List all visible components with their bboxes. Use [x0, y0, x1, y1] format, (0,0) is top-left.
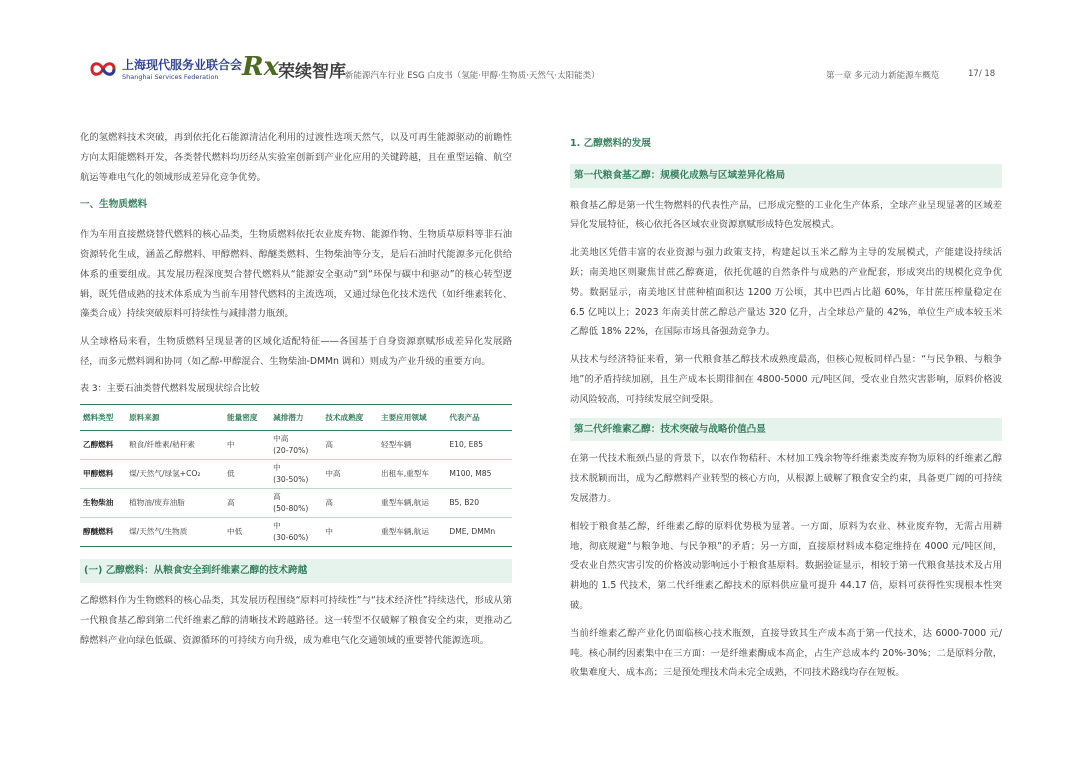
table-header-cell: 技术成熟度 [322, 404, 378, 431]
table-cell: E10, E85 [446, 431, 512, 460]
table-header-cell: 代表产品 [446, 404, 512, 431]
paragraph: 乙醇燃料作为生物燃料的核心品类，其发展历程围绕“原料可持续性”与“技术经济性”持续迭代，形成从第一代粮食基乙醇到第二代纤维素乙醇的清晰技术跨越路径。这一转型不仅破解了粮食安全约束，更推动乙醇燃料产业向绿色低碳、资源循环的可持续方向升级，成为难电气化交通领域的重要替代能源选项。 [80, 595, 512, 646]
table-cell: 煤/天然气/绿氢+CO₂ [126, 460, 224, 489]
table-cell: 醇醚燃料 [80, 518, 126, 547]
page-header [88, 52, 1000, 92]
paragraph: 在第一代技术瓶颈凸显的背景下，以农作物秸秆、木材加工残余物等纤维素类废弃物为原料的纤维素乙醇技术脱颖而出，成为乙醇燃料产业转型的核心方向，从根源上破解了粮食安全约束，具备更广阔的可持续发展潜力。 [570, 453, 1002, 504]
table-cell: 乙醇燃料 [80, 431, 126, 460]
table-cell: 中低 [224, 518, 270, 547]
table-cell: 甲醇燃料 [80, 460, 126, 489]
table-cell: 重型车辆,航运 [378, 489, 446, 518]
table-cell: DME, DMMn [446, 518, 512, 547]
table-cell: 中高 [322, 460, 378, 489]
table-header-cell: 原料来源 [126, 404, 224, 431]
table-cell: 中 (30-60%) [270, 518, 322, 547]
ssf-logo-icon [88, 58, 118, 80]
paragraph: 从技术与经济特征来看，第一代粮食基乙醇技术成熟度最高，但核心短板同样凸显：“与民争粮、与粮争地”的矛盾持续加剧，且生产成本长期徘徊在 4800-5000 元/吨区间，受农业自然灾害影响，原料价格波动风险较高，可持续发展空间受限。 [570, 354, 1002, 405]
right-column [570, 128, 1002, 691]
table-header-cell: 主要应用领域 [378, 404, 446, 431]
paragraph: 相较于粮食基乙醇，纤维素乙醇的原料优势极为显著。一方面，原料为农业、林业废弃物，无需占用耕地，彻底规避“与粮争地、与民争粮”的矛盾；另一方面，直接原材料成本稳定维持在 4000 元/吨区间，受农业自然灾害引发的价格波动影响远小于粮食基原料。数据验证显示，相较于第一代粮食基技术及占用耕地的 1.5 代技术，第二代纤维素乙醇技术的原料供应量可提升 44.17 倍，原料可获得性实现根本性突破。 [570, 520, 1002, 611]
table-cell: 中 (30-50%) [270, 460, 322, 489]
table-header-cell: 减排潜力 [270, 404, 322, 431]
section-heading: 1. 乙醇燃料的发展 [570, 138, 651, 149]
table-header-cell: 燃料类型 [80, 404, 126, 431]
rx-mark: Rx [242, 52, 280, 82]
table-cell: M100, M85 [446, 460, 512, 489]
paragraph: 化的氢燃料技术突破，再到依托化石能源清洁化利用的过渡性选项天然气，以及可再生能源驱动的前瞻性方向太阳能燃料开发，各类替代燃料均历经从实验室创新到产业化应用的关键跨越，且在重型运输、航空航运等难电气化的领域形成差异化竞争优势。 [80, 132, 512, 183]
table-cell: 高 [322, 489, 378, 518]
table-header-row [80, 404, 512, 431]
subsection-heading: (一) 乙醇燃料：从粮食安全到纤维素乙醇的技术跨越 [80, 559, 512, 583]
table-row [80, 460, 512, 489]
table-row [80, 489, 512, 518]
page-number: 17/ 18 [968, 69, 996, 79]
table-cell: 粮食/纤维素/秸秆素 [126, 431, 224, 460]
subsection-heading: 第二代纤维素乙醇：技术突破与战略价值凸显 [570, 418, 1002, 442]
table-cell: 高 [224, 489, 270, 518]
org1-name-en: Shanghai Services Federation [122, 73, 219, 81]
paragraph: 当前纤维素乙醇产业化仍面临核心技术瓶颈，直接导致其生产成本高于第一代技术，达 6000-7000 元/吨。核心制约因素集中在三方面：一是纤维素酶成本高企，占生产总成本约 20%-30%；二是原料分散，收集难度大、成本高；三是预处理技术尚未完全成熟，不同技术路线均存在短板。 [570, 627, 1002, 679]
table-cell: 生物柴油 [80, 489, 126, 518]
table-header-cell: 能量密度 [224, 404, 270, 431]
table-cell: B5, B20 [446, 489, 512, 518]
doc-title: 新能源汽车行业 ESG 白皮书（氢能·甲醇·生物质·天然气·太阳能类） [345, 71, 600, 81]
table-row [80, 431, 512, 460]
table-cell: 植物油/废弃油脂 [126, 489, 224, 518]
paragraph: 粮食基乙醇是第一代生物燃料的代表性产品，已形成完整的工业化生产体系，全球产业呈现显著的区域差异化发展特征，核心依托各区域农业资源禀赋形成特色发展模式。 [570, 199, 1002, 231]
left-column [80, 128, 512, 659]
paragraph: 北美地区凭借丰富的农业资源与强力政策支持，构建起以玉米乙醇为主导的发展模式，产能建设持续活跃；南美地区则聚焦甘蔗乙醇赛道，依托优越的自然条件与成熟的产业配套，形成突出的规模化竞争优势。数据显示，南美地区甘蔗种植面积达 1200 万公顷，其中巴西占比超 60%，年甘蔗压榨量稳定在 6.5 亿吨以上；2023 年南美甘蔗乙醇总产量达 320 亿升，占全球总产量的 42%，单位生产成本较玉米乙醇低 18% 22%，在国际市场具备强劲竞争力。 [570, 247, 1002, 338]
org1-name: 上海现代服务业联合会 [122, 58, 243, 72]
rx-logo [242, 52, 352, 88]
comparison-table [80, 404, 512, 548]
table-body [80, 431, 512, 547]
table-caption: 表 3：主要石油类替代燃料发展现状综合比较 [80, 383, 260, 394]
table-row [80, 518, 512, 547]
org2-name: 荣续智库 [278, 62, 346, 82]
table-cell: 中 [224, 431, 270, 460]
paragraph: 从全球格局来看，生物质燃料呈现显著的区域化适配特征——各国基于自身资源禀赋形成差异化发展路径，而多元燃料调和协同（如乙醇-甲醇混合、生物柴油-DMMn 调和）则成为产业升级的重要方向。 [80, 336, 512, 367]
table-cell: 低 [224, 460, 270, 489]
table-cell: 煤/天然气/生物质 [126, 518, 224, 547]
table-cell: 轻型车辆 [378, 431, 446, 460]
table-cell: 中高 (20-70%) [270, 431, 322, 460]
table-cell: 出租车,重型车 [378, 460, 446, 489]
section-heading: 一、生物质燃料 [80, 199, 148, 211]
paragraph: 作为车用直接燃烧替代燃料的核心品类，生物质燃料依托农业废弃物、能源作物、生物质草原料等非石油资源转化生成，涵盖乙醇燃料、甲醇燃料、醇醚类燃料、生物柴油等分支，是后石油时代能源多元化供给体系的重要组成。其发展历程深度契合替代燃料从“能源安全驱动”到“环保与碳中和驱动”的核心转型逻辑，既凭借成熟的技术体系成为当前车用替代燃料的主流选项，又通过绿色化技术迭代（如纤维素转化、藻类合成）持续突破原料可持续性与减排潜力瓶颈。 [80, 229, 512, 320]
table-cell: 高 (50-80%) [270, 489, 322, 518]
table-cell: 重型车辆,航运 [378, 518, 446, 547]
ssf-logo [88, 54, 243, 88]
chapter-title: 第一章 多元动力新能源车概览 [826, 71, 940, 81]
subsection-heading: 第一代粮食基乙醇：规模化成熟与区域差异化格局 [570, 164, 1002, 188]
table-cell: 高 [322, 431, 378, 460]
table-cell: 中 [322, 518, 378, 547]
